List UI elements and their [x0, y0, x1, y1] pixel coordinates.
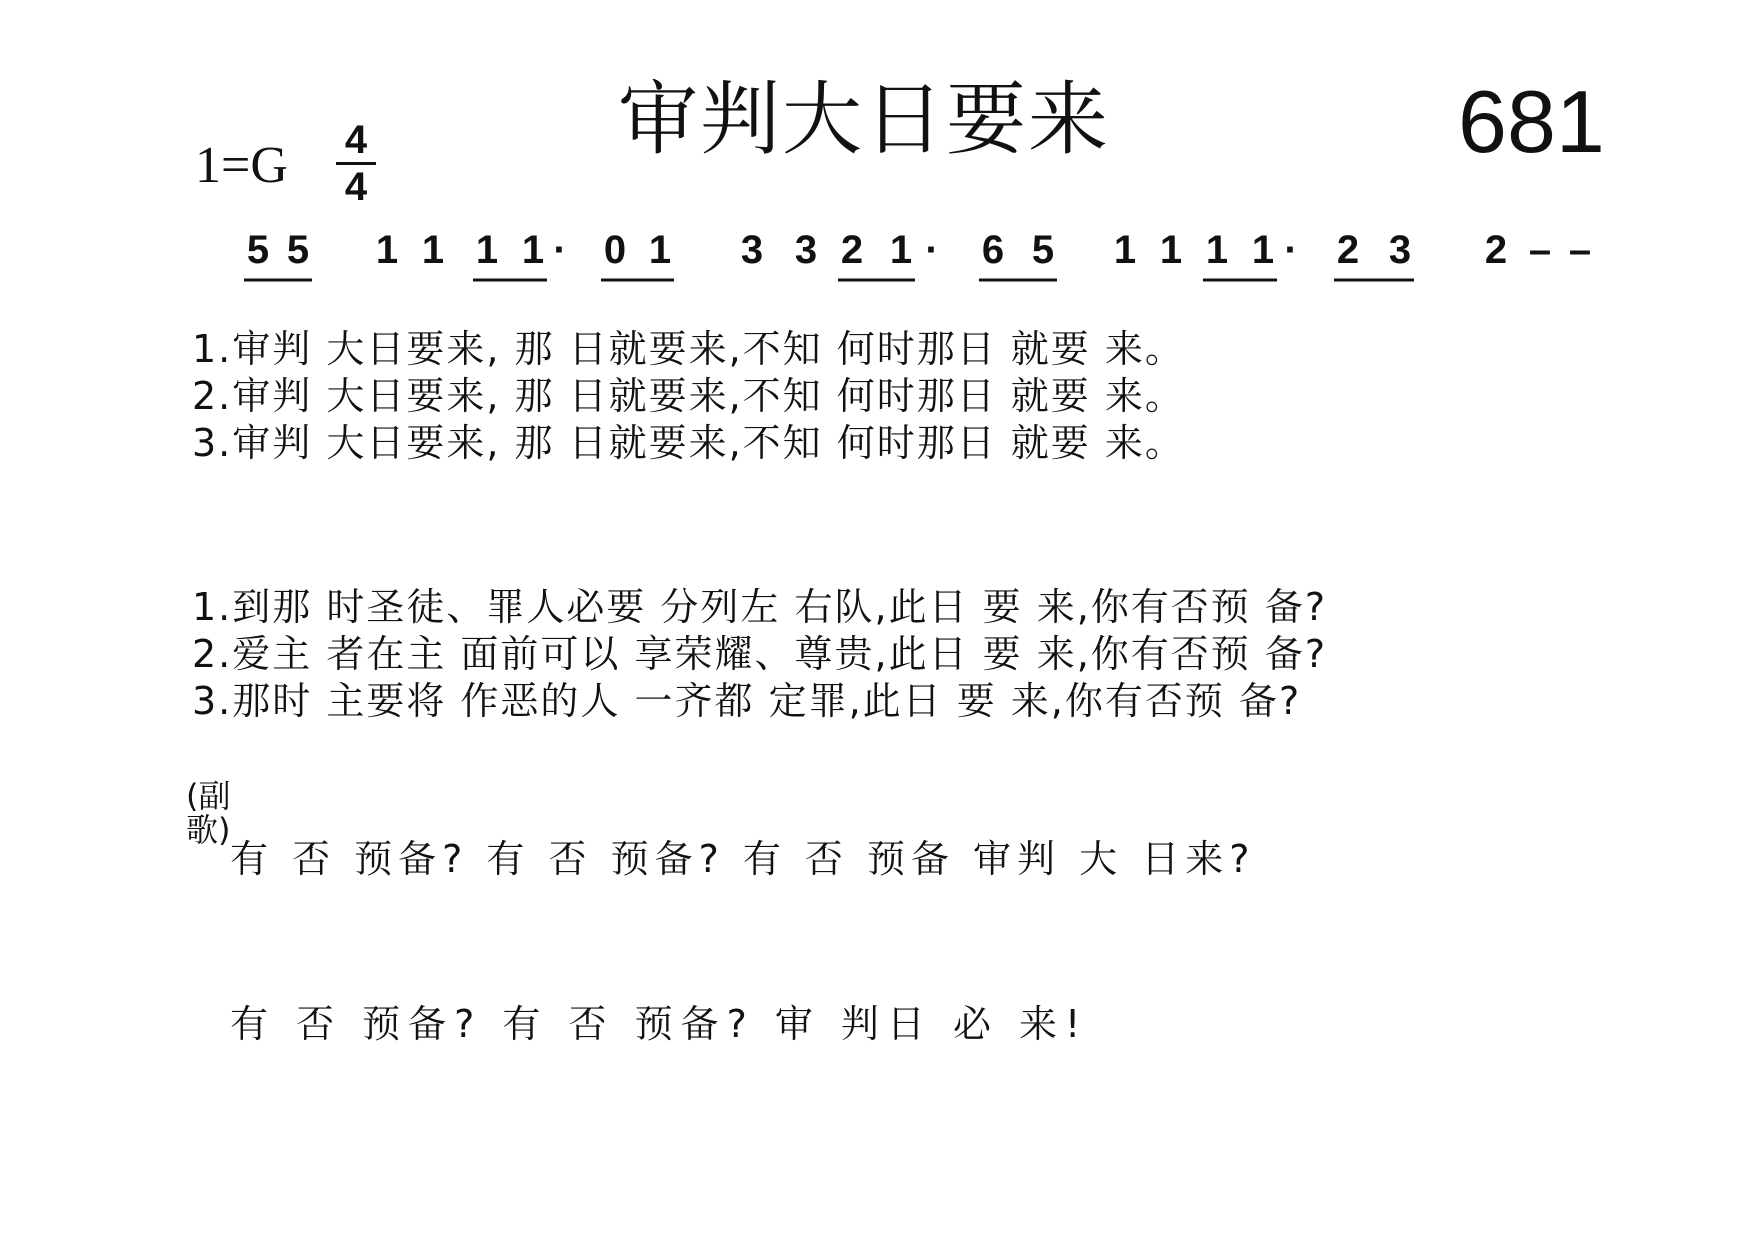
note: 1: [648, 228, 672, 272]
dot-mark: ·: [925, 228, 939, 272]
lyric-line: 2.爱主 者在主 面前可以 享荣耀、尊贵,此日 要 来,你有否预 备?: [192, 632, 1328, 676]
note: 3: [740, 228, 764, 272]
note: 5: [1031, 228, 1055, 272]
note: 1: [1113, 228, 1137, 272]
note: 1: [1251, 228, 1275, 272]
chorus-label: (副歌): [186, 777, 231, 849]
key-signature: 1=G: [195, 137, 288, 194]
dash-mark: –: [1568, 228, 1592, 272]
hymn-number: 681: [1458, 72, 1605, 171]
note: 1: [521, 228, 545, 272]
note: 2: [840, 228, 864, 272]
time-signature-bottom: 4: [344, 165, 368, 209]
dash-mark: –: [1528, 228, 1552, 272]
lyric-line: 有 否 预备? 有 否 预备? 审 判日 必 来!: [230, 1002, 1089, 1046]
lyric-line: 1.审判 大日要来, 那 日就要来,不知 何时那日 就要 来。: [192, 327, 1185, 371]
note: 3: [1388, 228, 1412, 272]
note: 1: [889, 228, 913, 272]
note: 2: [1336, 228, 1360, 272]
note: 1: [375, 228, 399, 272]
note: 1: [475, 228, 499, 272]
note: 1: [1205, 228, 1229, 272]
dot-mark: ·: [1284, 228, 1298, 272]
lyric-line: 3.审判 大日要来, 那 日就要来,不知 何时那日 就要 来。: [192, 421, 1185, 465]
lyric-line: 1.到那 时圣徒、罪人必要 分列左 右队,此日 要 来,你有否预 备?: [192, 585, 1328, 629]
lyric-line: 2.审判 大日要来, 那 日就要来,不知 何时那日 就要 来。: [192, 374, 1185, 418]
note: 2: [1484, 228, 1508, 272]
note: 3: [794, 228, 818, 272]
time-signature-top: 4: [344, 118, 368, 162]
note: 5: [246, 228, 270, 272]
note: 0: [603, 228, 627, 272]
note: 6: [981, 228, 1005, 272]
note: 1: [421, 228, 445, 272]
note: 5: [286, 228, 310, 272]
hymn-title: 审判大日要来: [618, 73, 1110, 166]
note: 1: [1159, 228, 1183, 272]
lyric-line: 有 否 预备? 有 否 预备? 有 否 预备 审判 大 日来?: [230, 837, 1256, 881]
dot-mark: ·: [553, 228, 567, 272]
lyric-line: 3.那时 主要将 作恶的人 一齐都 定罪,此日 要 来,你有否预 备?: [192, 679, 1302, 723]
